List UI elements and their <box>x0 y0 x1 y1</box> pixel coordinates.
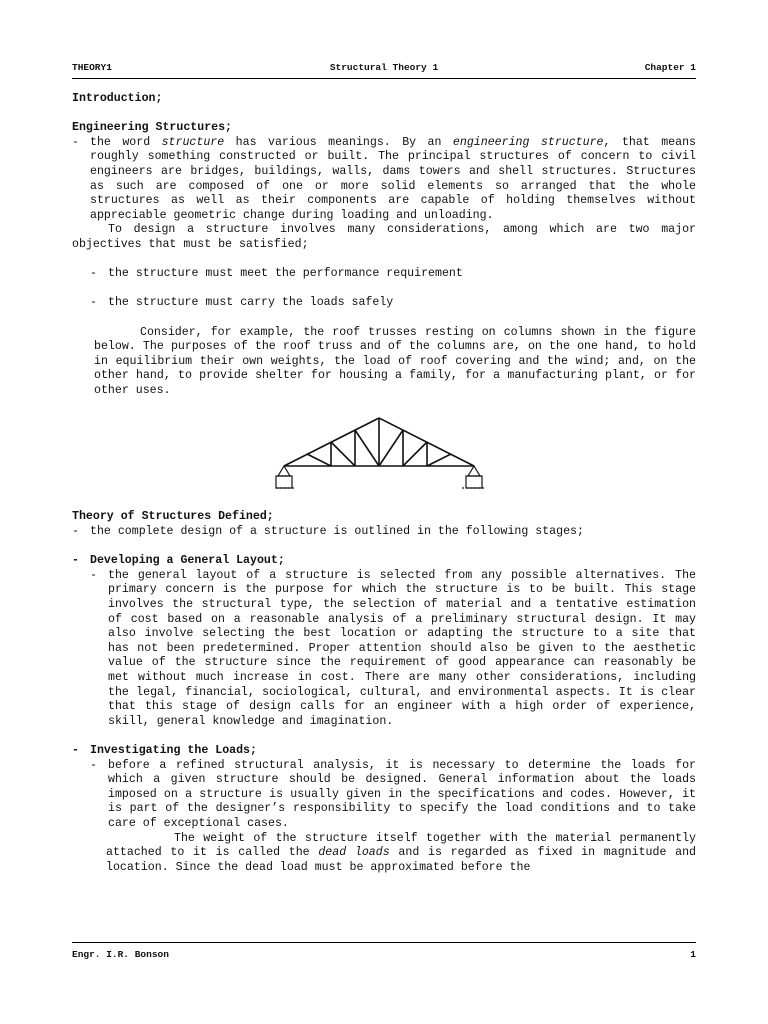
footer-author: Engr. I.R. Bonson <box>72 949 169 960</box>
heading-introduction: Introduction; <box>72 92 163 105</box>
heading-theory-defined: Theory of Structures Defined; <box>72 510 274 524</box>
page-body <box>72 92 696 875</box>
heading-engineering-structures: Engineering Structures; <box>72 121 233 135</box>
paragraph-dead-loads: The weight of the structure itself together with the material permanently attached to it is called the dead loads and is regarded as fixed in magnitude and location. Since the dead load must be approximated before the <box>106 831 696 874</box>
header-left: THEORY1 <box>72 62 112 73</box>
page-header <box>72 60 696 79</box>
page-footer <box>72 942 696 961</box>
paragraph-design-objectives: To design a structure involves many considerations, among which are two major objectives that must be satisfied; <box>72 223 696 251</box>
heading-investigating-loads: - Investigating the Loads; <box>72 743 257 757</box>
objective-performance: - the structure must meet the performance requirement <box>90 267 463 281</box>
paragraph-structure-definition: - the word structure has various meanings. By an engineering structure, that means roughly something constructed or built. The principal structures of concern to civil engineers are bridges, buildings, walls, dams towers and shell structures. Structures as such are composed of one or more solid elements so arranged that the whole structures as well as their components are capable of holding themselves without appreciable geometric change during loading and unloading. <box>72 135 696 222</box>
header-center: Structural Theory 1 <box>329 62 439 73</box>
objective-loads: - the structure must carry the loads safely <box>90 296 394 310</box>
page-number: 1 <box>690 949 696 960</box>
paragraph-general-layout: - the general layout of a structure is selected from any possible alternatives. The primary concern is the purpose for which the structure is to be built. This stage involves the structural type, the selection of material and a tentative estimation of cost based on a reasonable analysis of a preliminary structural design. It may also involve selecting the best location or adapting the structure to a site that has not been predetermined. Proper attention should also be given to the aesthetic value of the structure since the requirement of good appearance can reasonably be met without much increase in cost. There are many other considerations, including the legal, financial, sociological, cultural, and environmental aspects. It is clear that this stage of design calls for an engineer with a high order of experience, skill, general knowledge and imagination. <box>90 568 696 728</box>
paragraph-design-stages: - the complete design of a structure is outlined in the following stages; <box>72 525 584 539</box>
roof-truss-figure <box>274 404 494 500</box>
paragraph-investigating-loads: - before a refined structural analysis, it is necessary to determine the loads for which a given structure should be designed. General information about the loads imposed on a structure is usually given in the specifications and codes. However, it is part of the designer’s responsibility to specify the load conditions and to take care of exceptional cases. <box>90 758 696 830</box>
heading-general-layout: - Developing a General Layout; <box>72 554 285 568</box>
paragraph-roof-truss: Consider, for example, the roof trusses resting on columns shown in the figure below. The purposes of the roof truss and of the columns are, on the one hand, to hold in equilibrium their own weights, the load of roof covering and the wind; and, on the other hand, to provide shelter for housing a family, for a manufacturing plant, or for other uses. <box>94 325 696 397</box>
header-right: Chapter 1 <box>644 62 696 73</box>
